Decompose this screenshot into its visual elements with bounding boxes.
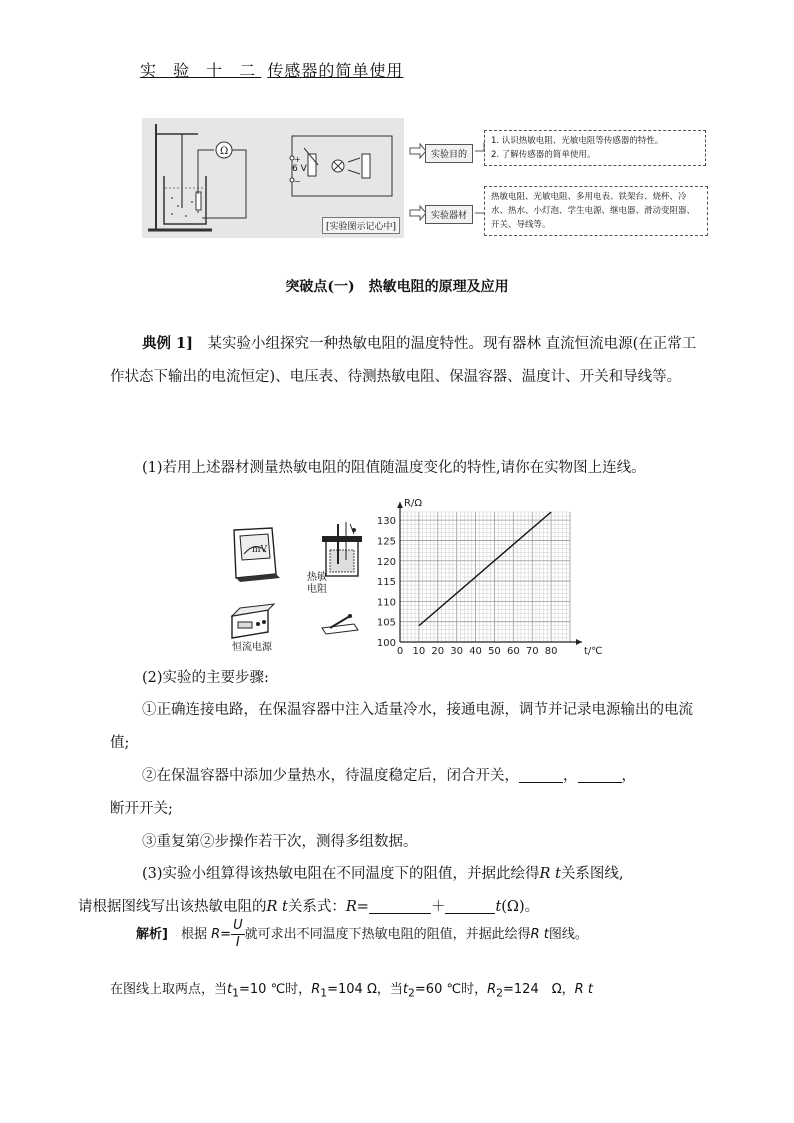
r2: R [487, 982, 497, 997]
x-tick-label: 40 [469, 646, 482, 657]
q3-unit: (Ω)。 [501, 899, 540, 915]
equipment-list: 热敏电阻、光敏电阻、多用电表、铁架台、烧杯、冷水、热水、小灯泡、学生电源、继电器、滑动变阻器、开关、导线等。 [484, 186, 708, 236]
t1-value: =10 ℃时， [239, 982, 312, 997]
experiment-title [140, 58, 403, 81]
punct: ， [563, 768, 578, 784]
x-tick-label: 60 [506, 646, 520, 657]
q3-text-3: 请根据图线写出该热敏电阻的 [78, 899, 267, 915]
example-label: 典例 1] [142, 335, 193, 352]
goal-box: 实验目的 [425, 144, 473, 163]
y-tick-label: 115 [376, 577, 396, 589]
example-text: 某实验小组探究一种热敏电阻的温度特性。现有器林 直流恒流电源(在正常工作状态下输出的电流恒定)、电压表、待测热敏电阻、保温容器、温度计、开关和导线等。 [110, 336, 697, 385]
q3-r: R [345, 899, 357, 915]
equipment-box: 实验器材 [425, 205, 473, 224]
step-2-end: 断开开关; [110, 801, 173, 817]
answer-blank[interactable] [578, 768, 622, 784]
solution-text: 根据 [180, 927, 207, 942]
solution-line-2 [110, 978, 730, 1000]
y-tick-label: 110 [376, 597, 396, 609]
title-number: 实 验 十 二 [140, 61, 262, 80]
thermistor-beaker-icon [322, 522, 362, 576]
q3-t: t [495, 899, 502, 915]
banner-caption: [实验图示记心中] [322, 217, 400, 234]
thermistor-label: 热敏 电阻 [307, 572, 327, 595]
y-tick-label: 120 [376, 556, 396, 568]
q3-text-2: 关系图线, [560, 866, 624, 882]
answer-blank[interactable] [369, 899, 431, 915]
t2: t [402, 982, 409, 997]
sub: 1 [320, 986, 328, 1000]
x-tick-label: 70 [525, 646, 539, 657]
experiment-illustration [142, 118, 404, 238]
q3-text: (3)实验小组算得该热敏电阻在不同温度下的阻值，并据此绘得 [142, 866, 540, 882]
r1-value: =104 Ω，当 [327, 982, 403, 997]
svg-text:+: + [294, 155, 301, 164]
y-tick-label: 130 [376, 516, 396, 528]
resistance-temperature-chart [370, 494, 634, 658]
answer-blank[interactable] [519, 768, 563, 784]
q3-text-4: 关系式： [287, 899, 346, 915]
x-tick-label: 30 [450, 646, 464, 657]
question-1: (1)若用上述器材测量热敏电阻的阻值随温度变化的特性,请你在实物图上连线。 [142, 460, 646, 476]
solution-text-2: 就可求出不同温度下热敏电阻的阻值，并据此绘得 [244, 927, 531, 942]
x-tick-label: 80 [544, 646, 558, 657]
goal-item: 1. 认识热敏电阻、光敏电阻等传感器的特性。 [491, 136, 664, 146]
t2-value: =60 ℃时， [414, 982, 488, 997]
answer-blank[interactable] [445, 899, 495, 915]
punct: ， [621, 768, 636, 784]
step-2 [110, 760, 700, 826]
section-title: 突破点(一) 热敏电阻的原理及应用 [285, 279, 509, 295]
voltage-label: 6 V [292, 164, 307, 174]
voltmeter-label: mV [252, 545, 268, 555]
q3-rt: R t [266, 899, 288, 915]
goal-item: 2. 了解传感器的简单使用。 [491, 150, 596, 160]
sub: 1 [232, 986, 240, 1000]
voltmeter-icon [234, 528, 280, 582]
y-tick-label: 105 [376, 617, 396, 629]
y-axis-arrow [397, 502, 403, 508]
sub: 2 [496, 986, 504, 1000]
x-tick-label: 10 [412, 646, 426, 657]
solution-text-4: 在图线上取两点，当 [110, 982, 228, 997]
r1: R [311, 982, 321, 997]
sub: 2 [408, 986, 415, 1000]
goal-list [484, 130, 706, 166]
y-axis-label: R/Ω [404, 498, 422, 509]
formula-r: R [211, 927, 221, 942]
q3-plus: ＋ [430, 899, 446, 915]
x-tick-label: 50 [488, 646, 501, 657]
y-tick-label: 125 [376, 536, 396, 548]
formula-eq: = [220, 927, 232, 942]
solution-rt-2: R t [574, 982, 593, 997]
x-tick-label: 0 [396, 646, 404, 657]
chart-grid [400, 512, 570, 642]
solution-label: 解析] [136, 927, 168, 942]
y-tick-label: 100 [376, 638, 396, 649]
power-supply-label: 恒流电源 [232, 642, 272, 653]
fraction-u-over-i [231, 918, 245, 951]
x-axis-label: t/℃ [584, 646, 603, 657]
svg-text:Ω: Ω [220, 146, 229, 157]
solution-line-1 [136, 918, 736, 951]
t1: t [227, 982, 233, 997]
step-1: ①正确连接电路，在保温容器中注入适量冷水，接通电源，调节并记录电源输出的电流值; [110, 702, 693, 751]
denominator: I [235, 935, 240, 950]
q3-eq: = [356, 899, 369, 915]
r2-value: =124 Ω， [503, 982, 575, 997]
x-tick-label: 20 [431, 646, 445, 657]
question-3 [78, 858, 700, 924]
q3-rt: R t [539, 866, 561, 882]
step-2-text: ②在保温容器中添加少量热水，待温度稳定后，闭合开关， [142, 768, 519, 784]
example-paragraph [110, 327, 700, 394]
step-3: ③重复第②步操作若干次，测得多组数据。 [142, 834, 418, 850]
chart-axes [397, 502, 582, 645]
svg-text:−: − [294, 177, 301, 186]
switch-icon [322, 614, 358, 634]
solution-text-3: 图线。 [548, 927, 588, 942]
solution-rt: R t [530, 927, 549, 942]
title-text: 传感器的简单使用 [267, 61, 404, 80]
power-supply-icon [232, 604, 274, 638]
numerator: U [233, 918, 243, 933]
question-2-title: (2)实验的主要步骤: [142, 670, 269, 686]
x-axis-arrow [576, 639, 582, 645]
device-drawings [226, 520, 376, 650]
